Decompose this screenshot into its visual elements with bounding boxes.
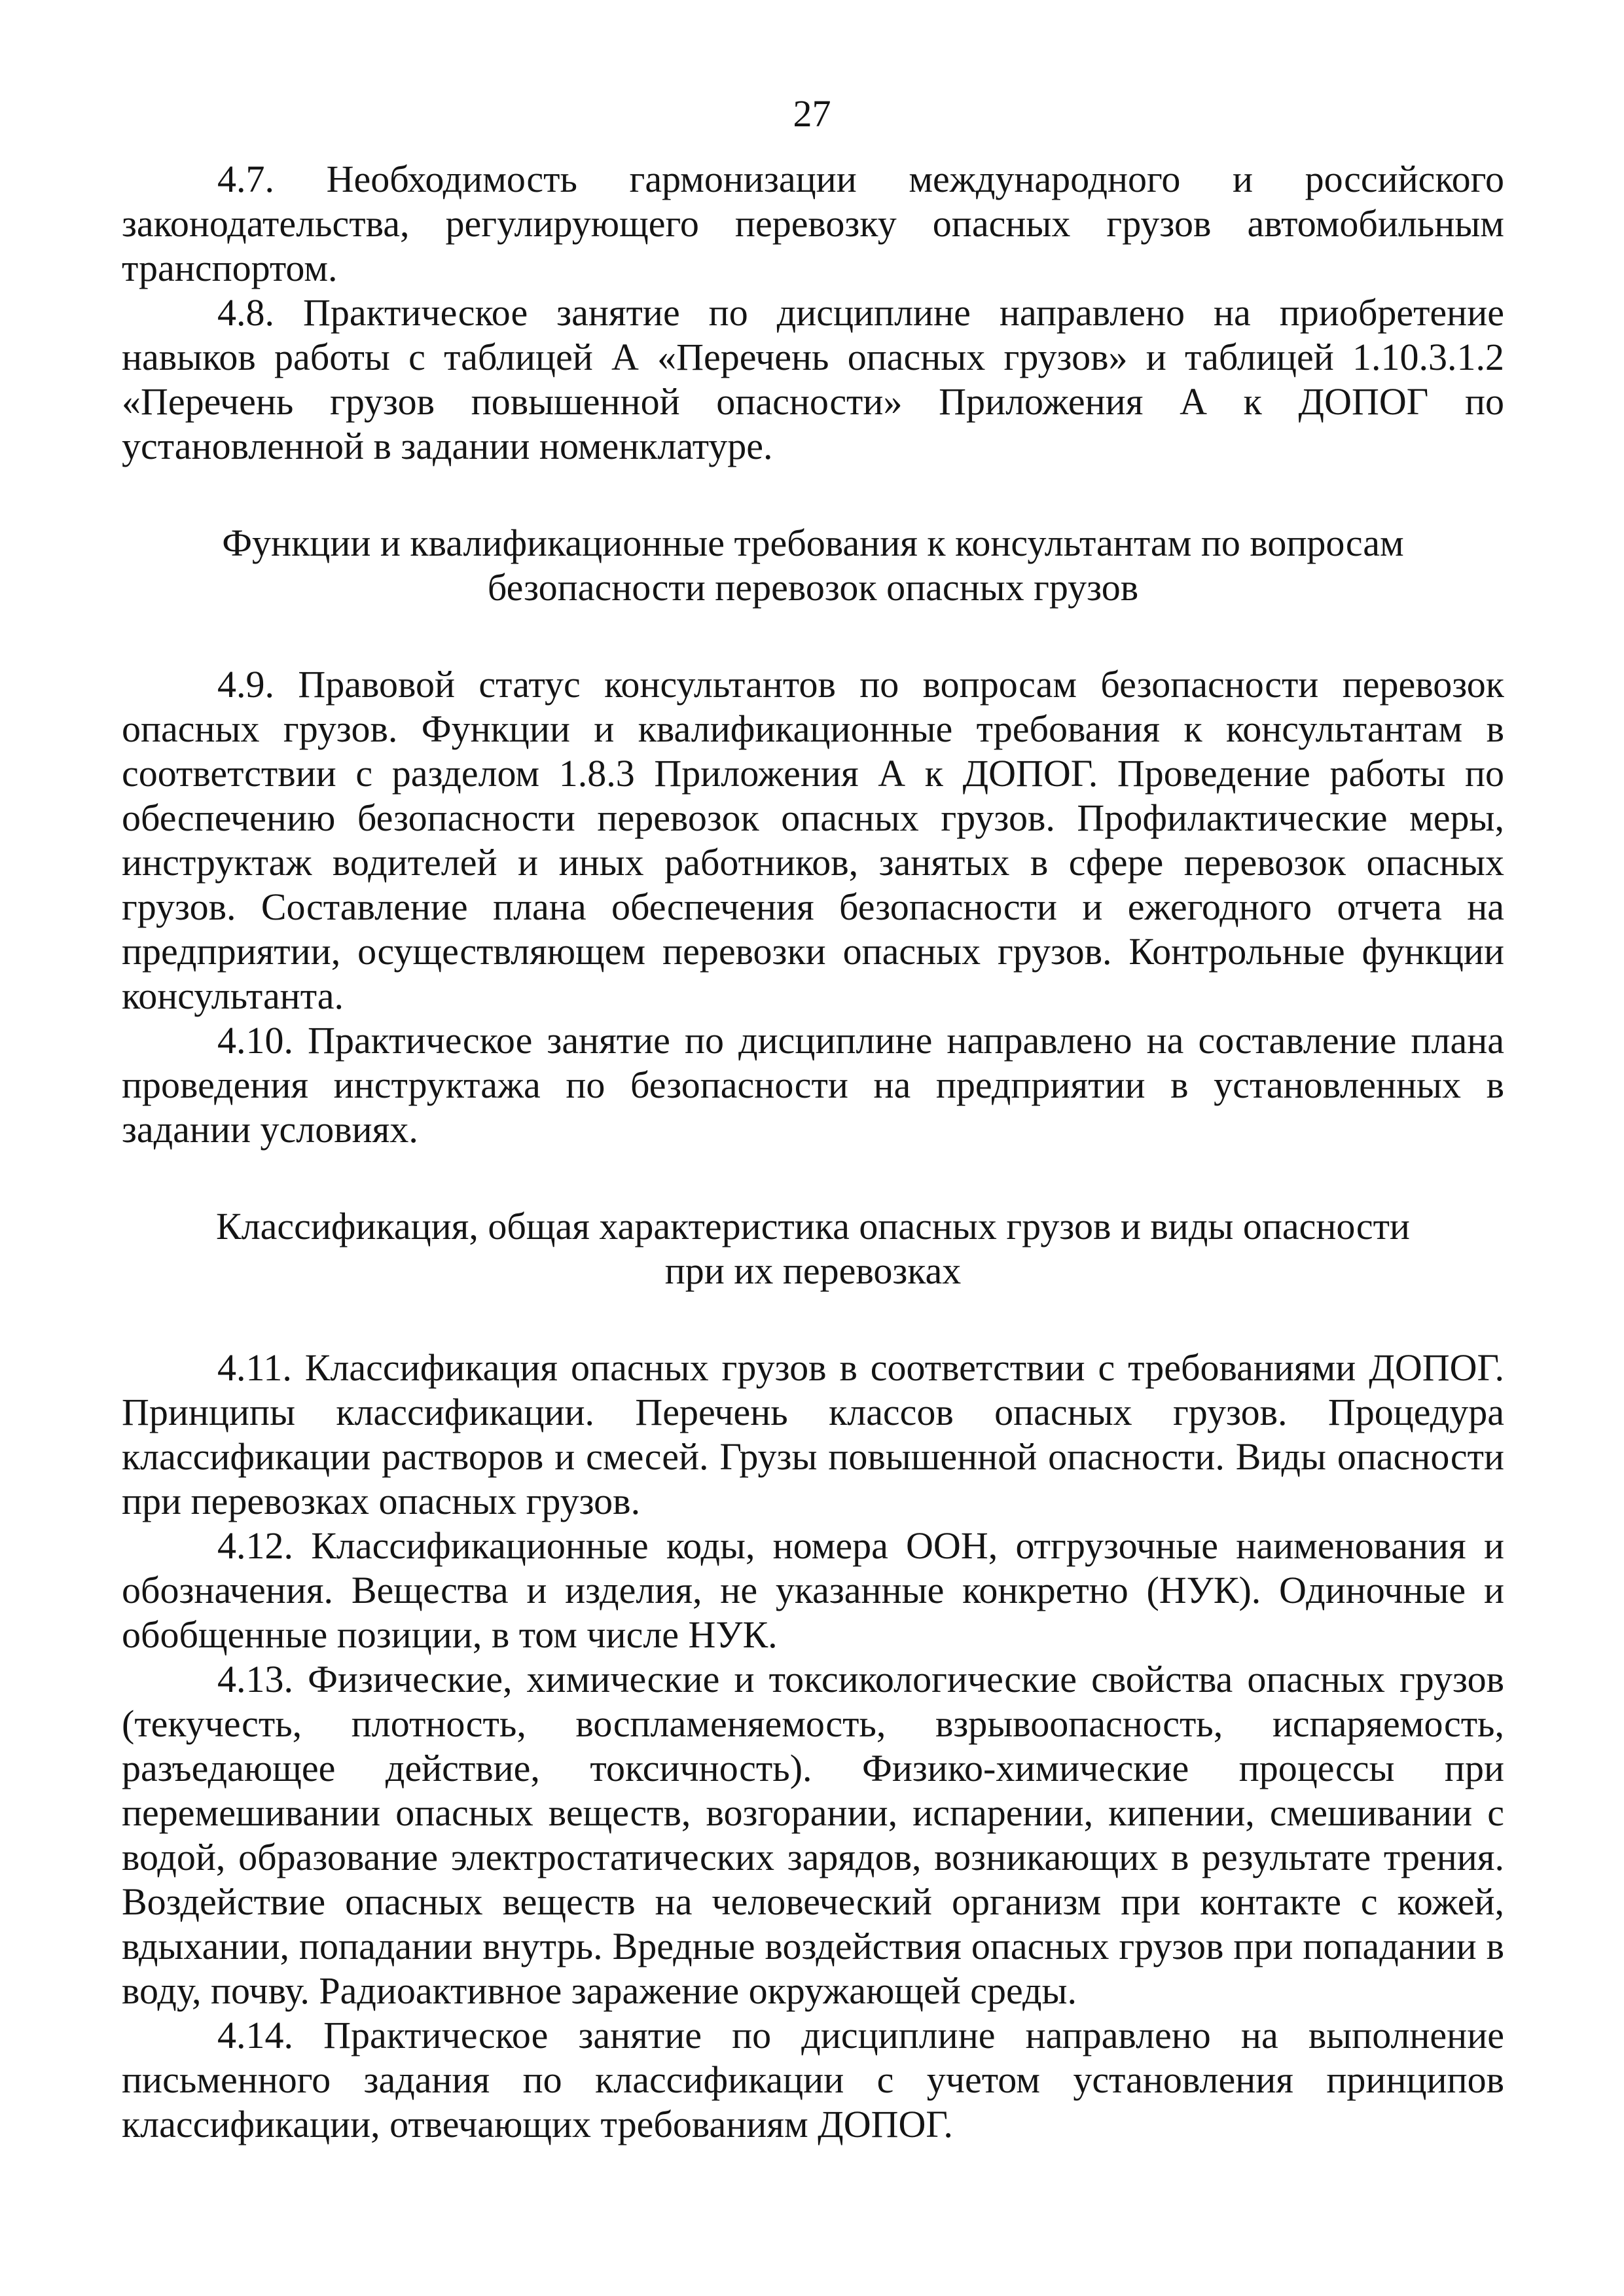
spacer: [122, 469, 1504, 521]
paragraph-4-9: 4.9. Правовой статус консультантов по вопросам безопасности перевозок опасных грузов. Функции и квалификационные требования к консультантам в соответствии с разделом 1.8.3 Приложения А к ДОПОГ. Проведение работы по обеспечению безопасности перевозок опасных грузов. Профилактические меры, инструктаж водителей и иных работников, занятых в сфере перевозок опасных грузов. Составление плана обеспечения безопасности и ежегодного отчета на предприятии, осуществляющем перевозки опасных грузов. Контрольные функции консультанта.: [122, 663, 1504, 1017]
paragraph-4-12: 4.12. Классификационные коды, номера ООН, отгрузочные наименования и обозначения. Вещества и изделия, не указанные конкретно (НУК). Одиночные и обобщенные позиции, в том числе НУК.: [122, 1524, 1504, 1656]
paragraph-4-7: 4.7. Необходимость гармонизации международного и российского законодательства, регулирующего перевозку опасных грузов автомобильным транспортом.: [122, 158, 1504, 289]
document-body: [122, 157, 1504, 2147]
spacer: [122, 1152, 1504, 1204]
section-heading-consultants: [122, 521, 1504, 610]
spacer: [122, 610, 1504, 662]
spacer: [122, 1293, 1504, 1346]
section-heading-line: безопасности перевозок опасных грузов: [487, 566, 1139, 609]
section-heading-line: при их перевозках: [664, 1249, 962, 1292]
section-heading-line: Классификация, общая характеристика опасных грузов и виды опасности: [216, 1205, 1410, 1247]
paragraph-4-8: 4.8. Практическое занятие по дисциплине направлено на приобретение навыков работы с таблицей А «Перечень опасных грузов» и таблицей 1.10.3.1.2 «Перечень грузов повышенной опасности» Приложения А к ДОПОГ по установленной в задании номенклатуре.: [122, 291, 1504, 467]
paragraph-4-10: 4.10. Практическое занятие по дисциплине направлено на составление плана проведения инструктажа по безопасности на предприятии в установленных в задании условиях.: [122, 1019, 1504, 1151]
page-number: 27: [793, 92, 831, 135]
paragraph-4-14: 4.14. Практическое занятие по дисциплине направлено на выполнение письменного задания по классификации с учетом установления принципов классификации, отвечающих требованиям ДОПОГ.: [122, 2014, 1504, 2145]
section-heading-classification: [122, 1204, 1504, 1293]
paragraph-4-13: 4.13. Физические, химические и токсикологические свойства опасных грузов (текучесть, плотность, воспламеняемость, взрывоопасность, испаряемость, разъедающее действие, токсичность). Физико-химические процессы при перемешивании опасных веществ, возгорании, испарении, кипении, смешивании с водой, образование электростатических зарядов, возникающих в результате трения. Воздействие опасных веществ на человеческий организм при контакте с кожей, вдыхании, попадании внутрь. Вредные воздействия опасных грузов при попадании в воду, почву. Радиоактивное заражение окружающей среды.: [122, 1658, 1504, 2012]
paragraph-4-11: 4.11. Классификация опасных грузов в соответствии с требованиями ДОПОГ. Принципы классификации. Перечень классов опасных грузов. Процедура классификации растворов и смесей. Грузы повышенной опасности. Виды опасности при перевозках опасных грузов.: [122, 1346, 1504, 1522]
section-heading-line: Функции и квалификационные требования к консультантам по вопросам: [222, 522, 1404, 564]
